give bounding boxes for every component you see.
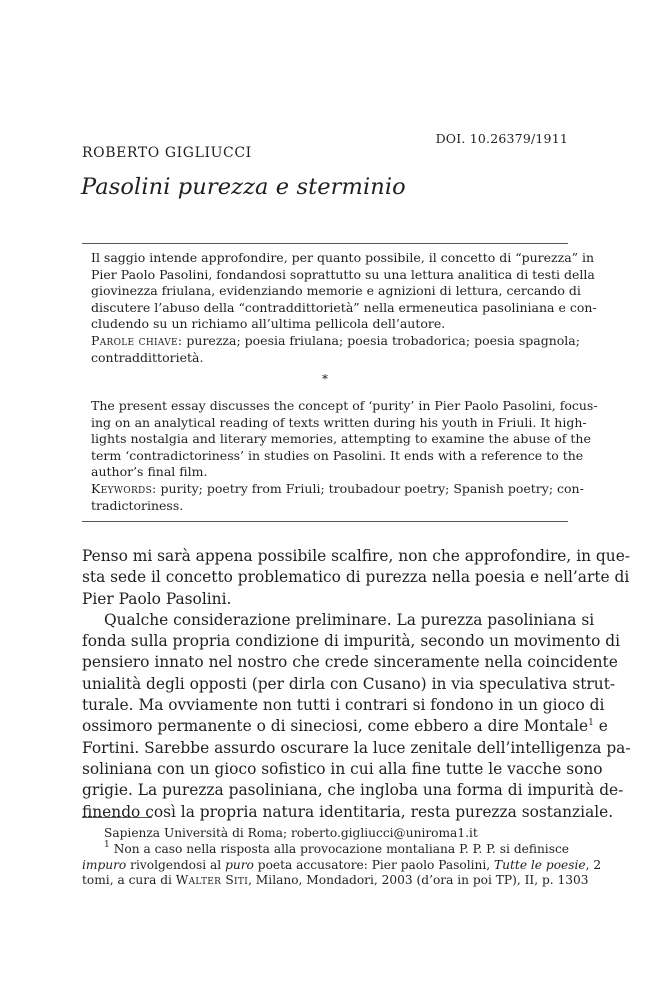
footnote-rule bbox=[82, 817, 152, 818]
doi: DOI. 10.26379/1911 bbox=[435, 131, 568, 146]
body-line: soliniana con un gioco sofistico in cui alla fine tutte le vacche sono bbox=[82, 759, 603, 778]
abstract-bottom-rule bbox=[82, 521, 568, 522]
author-name: ROBERTO GIGLIUCCI bbox=[82, 145, 252, 161]
body-line: Pier Paolo Pasolini. bbox=[82, 589, 232, 608]
affiliation-note: Sapienza Università di Roma; roberto.gigliucci@uniroma1.it bbox=[104, 826, 478, 840]
body-line: finendo così la propria natura identitaria, resta purezza sostanziale. bbox=[82, 802, 614, 821]
footnote-text: rivolgendosi al bbox=[126, 857, 226, 872]
abstract-italian bbox=[91, 250, 597, 366]
abstract-line: The present essay discusses the concept of ‘purity’ in Pier Paolo Pasolini, focus- bbox=[91, 398, 598, 413]
article-title: Pasolini purezza e sterminio bbox=[81, 174, 406, 200]
body-line: Penso mi sarà appena possibile scalfire, non che approfondire, in que- bbox=[82, 547, 630, 565]
body-line: unialità degli opposti (per dirla con Cusano) in via speculativa strut- bbox=[82, 674, 616, 693]
abstract-line: author’s final film. bbox=[91, 464, 208, 480]
footnote-1-line2 bbox=[82, 857, 602, 874]
abstract-line: cludendo su un richiamo all’ultima pellicola dell’autore. bbox=[91, 316, 446, 332]
abstract-line: Pier Paolo Pasolini, fondandosi soprattutto su una lettura analitica di testi della bbox=[91, 266, 595, 282]
footnote-number: 1 bbox=[104, 839, 110, 850]
footnote-text: tomi, a cura di bbox=[82, 873, 176, 888]
section-separator: * bbox=[322, 372, 328, 386]
abstract-english bbox=[91, 398, 598, 514]
abstract-line: Il saggio intende approfondire, per quanto possibile, il concetto di “purezza” in bbox=[91, 250, 595, 265]
footnote-emph: puro bbox=[225, 857, 254, 872]
keywords-text: purezza; poesia friulana; poesia trobadorica; poesia spagnola; bbox=[186, 332, 580, 348]
body-text-span: e bbox=[593, 717, 608, 736]
body-line: Qualche considerazione preliminare. La purezza pasoliniana si bbox=[104, 610, 595, 629]
footnote-ref[interactable]: 1 bbox=[588, 718, 594, 729]
body-text bbox=[82, 546, 631, 823]
abstract-line: discutere l’abuso della “contraddittorietà” nella ermeneutica pasoliniana e con- bbox=[91, 299, 597, 315]
keywords-label: Parole chiave: bbox=[91, 332, 183, 348]
footnote-1 bbox=[82, 839, 569, 858]
footnote-text: , Milano, Mondadori, 2003 (d’ora in poi TP), II, p. 1303 bbox=[248, 873, 589, 888]
footnotes bbox=[82, 826, 602, 889]
keywords-en bbox=[91, 480, 584, 498]
body-line: grigie. La purezza pasoliniana, che ingloba una forma di impurità de- bbox=[82, 781, 624, 800]
body-line: fonda sulla propria condizione di impurità, secondo un movimento di bbox=[82, 632, 621, 651]
abstract-top-rule bbox=[82, 243, 568, 244]
abstract-line: term ‘contradictoriness’ in studies on Pasolini. It ends with a reference to the bbox=[91, 447, 584, 463]
keywords-it bbox=[91, 332, 580, 350]
keywords-it-cont: contraddittorietà. bbox=[91, 349, 204, 365]
footnote-text: poeta accusatore: Pier paolo Pasolini, bbox=[253, 857, 495, 872]
footnote-text: Non a caso nella risposta alla provocazione montaliana P. P. P. si definisce bbox=[113, 841, 569, 856]
keywords-text: purity; poetry from Friuli; troubadour poetry; Spanish poetry; con- bbox=[160, 480, 584, 496]
abstract-line: lights nostalgia and literary memories, attempting to examine the abuse of the bbox=[91, 431, 591, 447]
abstract-line: ing on an analytical reading of texts written during his youth in Friuli. It high- bbox=[91, 414, 587, 430]
abstract-line: giovinezza friulana, evidenziando memorie e agnizioni di lettura, cercando di bbox=[91, 283, 581, 299]
footnote-1-line3 bbox=[82, 873, 589, 889]
footnote-text: , 2 bbox=[585, 857, 602, 872]
keywords-en-cont: tradictoriness. bbox=[91, 497, 184, 513]
footnote-emph: impuro bbox=[82, 857, 127, 872]
footnote-book-title: Tutte le poesie bbox=[494, 857, 586, 872]
body-line: turale. Ma ovviamente non tutti i contrari si fondono in un gioco di bbox=[82, 696, 605, 715]
keywords-label: Keywords: bbox=[91, 480, 157, 496]
body-line: sta sede il concetto problematico di purezza nella poesia e nell’arte di bbox=[82, 568, 630, 587]
body-text-span: ossimoro permanente o di sineciosi, come ebbero a dire Montale bbox=[82, 717, 589, 736]
body-line bbox=[82, 716, 608, 737]
body-line: Fortini. Sarebbe assurdo oscurare la luce zenitale dell’intelligenza pa- bbox=[82, 738, 631, 757]
editor-name: Walter Siti bbox=[175, 873, 249, 888]
body-line: pensiero innato nel nostro che crede sinceramente nella coincidente bbox=[82, 653, 618, 672]
